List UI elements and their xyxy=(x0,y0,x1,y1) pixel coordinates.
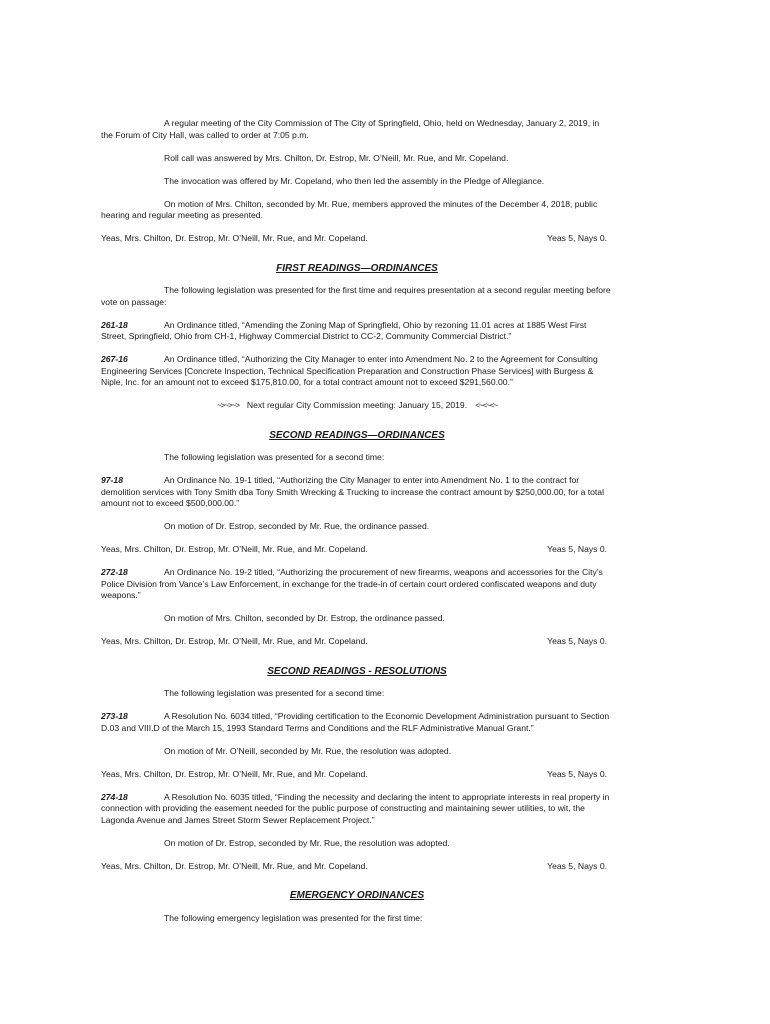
item-number: 261-18 xyxy=(101,319,128,330)
section-intro: The following legislation was presented for a second time: xyxy=(164,688,385,698)
vote-line xyxy=(101,769,613,781)
legislation-item xyxy=(101,792,613,827)
item-number: 274-18 xyxy=(101,791,128,802)
flourish-left-icon: ~>~>~> xyxy=(216,401,239,410)
vote-result: Yeas 5, Nays 0. xyxy=(547,233,607,243)
motion-text: On motion of Mrs. Chilton, seconded by Dr. Estrop, the ordinance passed. xyxy=(164,613,445,623)
flourish-right-icon: <~<~<~ xyxy=(475,401,498,410)
next-meeting-text: Next regular City Commission meeting: January 15, 2019. xyxy=(246,400,468,410)
opening-paragraph: A regular meeting of the City Commission of The City of Springfield, Ohio, held on Wednesday, January 2, 2019, in the Forum of City Hall, was called to order at 7:05 p.m. xyxy=(101,118,600,140)
item-text: A Resolution No. 6034 titled, “Providing certification to the Economic Development Administration pursuant to Section D.03 and VIII.D of the March 15, 1993 Standard Terms and Conditions and the RLF Administrative Manual Grant.” xyxy=(101,711,610,733)
vote-result: Yeas 5, Nays 0. xyxy=(547,636,607,646)
section-intro: The following legislation was presented for the first time and requires presentation at a second regular meeting before vote on passage: xyxy=(101,285,611,307)
vote-line xyxy=(101,233,613,245)
vote-line xyxy=(101,544,613,556)
vote-result: Yeas 5, Nays 0. xyxy=(547,544,607,554)
motion-text: On motion of Mr. O’Neill, seconded by Mr. Rue, the resolution was adopted. xyxy=(164,745,452,756)
minutes-motion-paragraph: On motion of Mrs. Chilton, seconded by Mr. Rue, members approved the minutes of the December 4, 2018, public hearing and regular meeting as presented. xyxy=(101,198,598,220)
section-heading-second-readings-resolutions: SECOND READINGS - RESOLUTIONS xyxy=(267,665,447,677)
invocation-paragraph: The invocation was offered by Mr. Copeland, who then led the assembly in the Pledge of Allegiance. xyxy=(164,175,545,186)
item-number: 97-18 xyxy=(101,475,123,485)
item-number: 273-18 xyxy=(101,711,128,721)
motion-text: On motion of Dr. Estrop, seconded by Mr. Rue, the ordinance passed. xyxy=(164,521,430,531)
document-page xyxy=(101,118,613,936)
legislation-item xyxy=(101,320,613,343)
vote-names: Yeas, Mrs. Chilton, Dr. Estrop, Mr. O’Neill, Mr. Rue, and Mr. Copeland. xyxy=(101,233,368,243)
item-text: An Ordinance No. 19-1 titled, “Authorizing the City Manager to enter into Amendment No. 1 to the contract for demolition services with Tony Smith dba Tony Smith Wrecking & Trucking to increase the contract amount by $250,000.00, for a total amount not to exceed $500,000.00.” xyxy=(101,475,604,508)
legislation-item xyxy=(101,354,613,389)
vote-result: Yeas 5, Nays 0. xyxy=(547,768,607,779)
vote-result: Yeas 5, Nays 0. xyxy=(547,860,607,871)
item-number: 272-18 xyxy=(101,567,128,577)
vote-names: Yeas, Mrs. Chilton, Dr. Estrop, Mr. O’Neill, Mr. Rue, and Mr. Copeland. xyxy=(101,860,368,871)
item-number: 267-16 xyxy=(101,354,128,364)
item-text: A Resolution No. 6035 titled, “Finding the necessity and declaring the intent to appropriate interests in real property in connection with providing the easement needed for the public purpose of constructing and maintaining sewer utilities, to wit, the Lagonda Avenue and James Street Storm Sewer Replacement Project.” xyxy=(101,791,610,825)
next-meeting-notice xyxy=(101,400,613,412)
motion-text: On motion of Dr. Estrop, seconded by Mr. Rue, the resolution was adopted. xyxy=(164,837,450,848)
item-text: An Ordinance titled, “Amending the Zoning Map of Springfield, Ohio by rezoning 11.01 acres at 1885 West First Street, Springfield, Ohio from CH-1, Highway Commercial District to CC-2, Community Commercial District.” xyxy=(101,319,587,341)
section-intro: The following legislation was presented for a second time: xyxy=(164,452,385,462)
vote-line xyxy=(101,636,613,648)
roll-call-paragraph: Roll call was answered by Mrs. Chilton, Dr. Estrop, Mr. O’Neill, Mr. Rue, and Mr. Copeland. xyxy=(164,152,509,163)
vote-names: Yeas, Mrs. Chilton, Dr. Estrop, Mr. O’Neill, Mr. Rue, and Mr. Copeland. xyxy=(101,544,368,554)
section-heading-second-readings-ordinances: SECOND READINGS—ORDINANCES xyxy=(269,429,445,441)
legislation-item xyxy=(101,711,613,734)
section-intro: The following emergency legislation was presented for the first time: xyxy=(164,912,423,923)
vote-names: Yeas, Mrs. Chilton, Dr. Estrop, Mr. O’Neill, Mr. Rue, and Mr. Copeland. xyxy=(101,636,368,646)
legislation-item xyxy=(101,567,613,602)
vote-line xyxy=(101,861,613,873)
section-heading-emergency-ordinances: EMERGENCY ORDINANCES xyxy=(289,890,425,901)
section-heading-first-readings: FIRST READINGS—ORDINANCES xyxy=(276,262,438,274)
item-text: An Ordinance titled, “Authorizing the City Manager to enter into Amendment No. 2 to the Agreement for Consulting Engineering Services [Concrete Inspection, Technical Specification Preparation and Construction Phase Services] with Burgess & Niple, Inc. for an amount not to exceed $175,810.00, for a total contract amount not to exceed $291,560.00.” xyxy=(101,354,598,387)
vote-names: Yeas, Mrs. Chilton, Dr. Estrop, Mr. O’Neill, Mr. Rue, and Mr. Copeland. xyxy=(101,768,368,779)
legislation-item xyxy=(101,475,613,510)
item-text: An Ordinance No. 19-2 titled, “Authorizing the procurement of new firearms, weapons and accessories for the City’s Police Division from Vance’s Law Enforcement, in exchange for the trade-in of certain court ordered confiscated weapons and duty weapons.” xyxy=(101,567,603,600)
